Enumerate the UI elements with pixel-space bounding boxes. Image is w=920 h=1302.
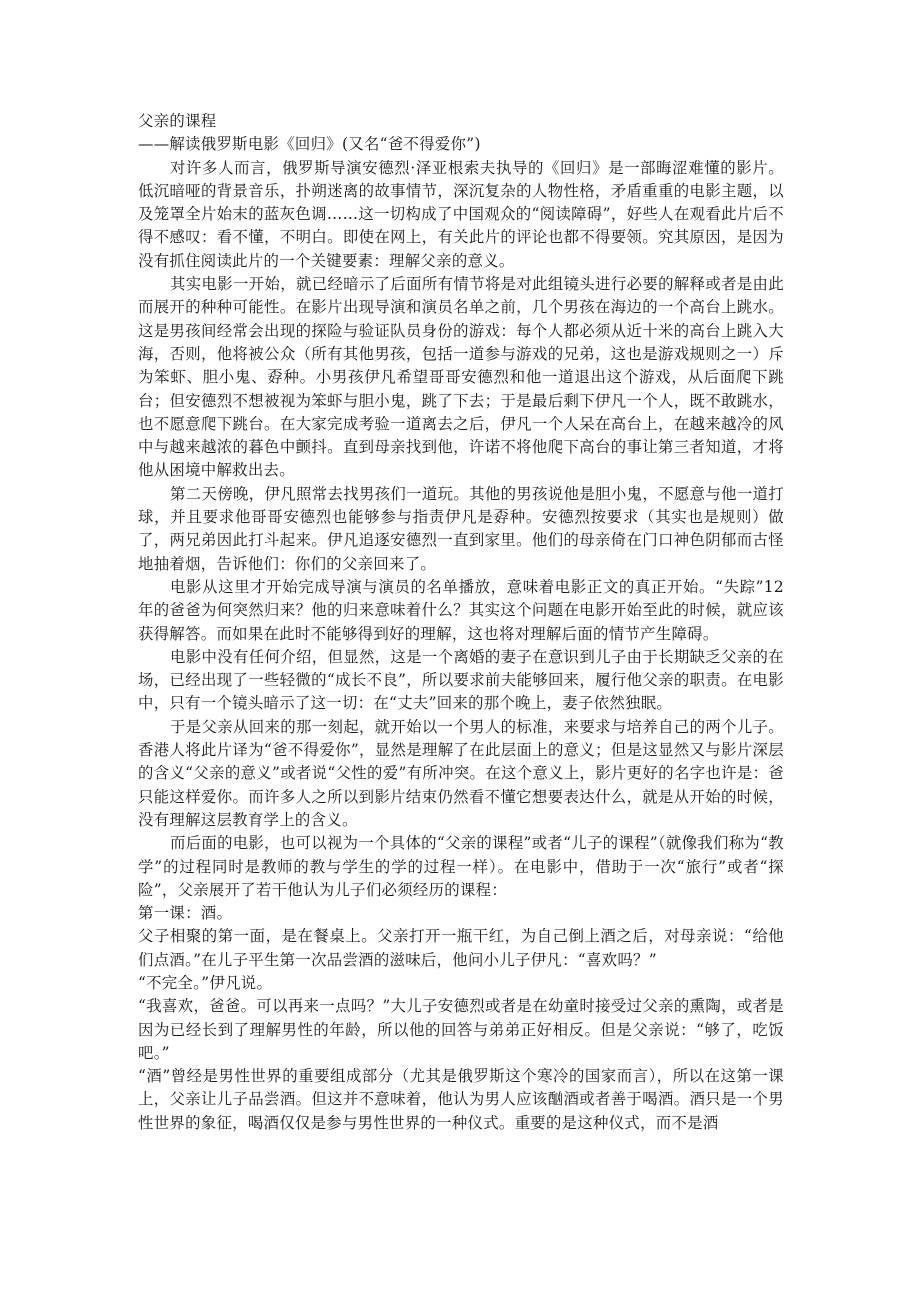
paragraph: 电影中没有任何介绍，但显然，这是一个离婚的妻子在意识到儿子由于长期缺乏父亲的在场，已经出现了一些轻微的“成长不良”，所以要求前夫能够回来，履行他父亲的职责。在电影中，只有一个镜头暗示了这一切：在“丈夫”回来的那个晚上，妻子依然独眠。 (138, 647, 784, 713)
paragraph: “酒”曾经是男性世界的重要组成部分（尤其是俄罗斯这个寒冷的国家而言），所以在这第一课上，父亲让儿子品尝酒。但这并不意味着，他认为男人应该酗酒或者善于喝酒。酒只是一个男性世界的象征，喝酒仅仅是参与男性世界的一种仪式。重要的是这种仪式，而不是酒 (138, 1067, 784, 1132)
paragraph: 父子相聚的第一面，是在餐桌上。父亲打开一瓶干红，为自己倒上酒之后，对母亲说：“给他们点酒。”在儿子平生第一次品尝酒的滋味后，他问小儿子伊凡：“喜欢吗？” (138, 927, 784, 969)
document-title: 父亲的课程 (138, 112, 217, 130)
paragraph: 电影从这里才开始完成导演与演员的名单播放，意味着电影正文的真正开始。“失踪”12年的爸爸为何突然归来？他的归来意味着什么？其实这个问题在电影开始至此的时候，就应该获得解答。而如果在此时不能够得到好的理解，这也将对理解后面的情节产生障碍。 (138, 577, 784, 643)
document-subtitle: ——解读俄罗斯电影《回归》(又名“爸不得爱你”) (138, 135, 481, 154)
paragraph: 第二天傍晚，伊凡照常去找男孩们一道玩。其他的男孩说他是胆小鬼，不愿意与他一道打球，并且要求他哥哥安德烈也能够参与指责伊凡是孬种。安德烈按要求（其实也是规则）做了，两兄弟因此打斗起来。伊凡追逐安德烈一直到家里。他们的母亲倚在门口神色阴郁而古怪地抽着烟，告诉他们：你们的父亲回来了。 (138, 484, 784, 573)
paragraph: “我喜欢，爸爸。可以再来一点吗？”大儿子安德烈或者是在幼童时接受过父亲的熏陶，或者是因为已经长到了理解男性的年龄，所以他的回答与弟弟正好相反。但是父亲说：“够了，吃饭吧。” (138, 997, 784, 1062)
document-page (138, 110, 784, 1135)
paragraph: 对许多人而言，俄罗斯导演安德烈·泽亚根索夫执导的《回归》是一部晦涩难懂的影片。低沉暗哑的背景音乐，扑朔迷离的故事情节，深沉复杂的人物性格，矛盾重重的电影主题，以及笼罩全片始末的蓝灰色调……这一切构成了中国观众的“阅读障碍”，好些人在观看此片后不得不感叹：看不懂，不明白。即使在网上，有关此片的评论也都不得要领。究其原因，是因为没有抓住阅读此片的一个关键要素：理解父亲的意义。 (138, 158, 784, 270)
paragraph: 其实电影一开始，就已经暗示了后面所有情节将是对此组镜头进行必要的解释或者是由此而展开的种种可能性。在影片出现导演和演员名单之前，几个男孩在海边的一个高台上跳水。这是男孩间经常会出现的探险与验证队员身份的游戏：每个人都必须从近十米的高台上跳入大海，否则，他将被公众（所有其他男孩，包括一道参与游戏的兄弟，这也是游戏规则之一）斥为笨虾、胆小鬼、孬种。小男孩伊凡希望哥哥安德烈和他一道退出这个游戏，从后面爬下跳台；但安德烈不想被视为笨虾与胆小鬼，跳了下去；于是最后剩下伊凡一个人，既不敢跳水，也不愿意爬下跳台。在大家完成考验一道离去之后，伊凡一个人呆在高台上，在越来越冷的风中与越来越浓的暮色中颤抖。直到母亲找到他，许诺不将他爬下高台的事让第三者知道，才将他从困境中解救出去。 (138, 275, 784, 480)
paragraph: 于是父亲从回来的那一刻起，就开始以一个男人的标准，来要求与培养自己的两个儿子。香港人将此片译为“爸不得爱你”，显然是理解了在此层面上的意义；但是这显然又与影片深层的含义“父亲的意义”或者说“父性的爱”有所冲突。在这个意义上，影片更好的名字也许是：爸只能这样爱你。而许多人之所以到影片结束仍然看不懂它想要表达什么，就是从开始的时候，没有理解这层教育学上的含义。 (138, 717, 784, 829)
lesson-heading: 第一课：酒。 (138, 904, 233, 923)
paragraph: 而后面的电影，也可以视为一个具体的“父亲的课程”或者“儿子的课程”（就像我们称为“教学”的过程同时是教师的教与学生的学的过程一样）。在电影中，借助于一次“旅行”或者“探险”，父亲展开了若干他认为儿子们必须经历的课程： (138, 834, 784, 899)
dialogue-line: “不完全。”伊凡说。 (138, 973, 273, 992)
